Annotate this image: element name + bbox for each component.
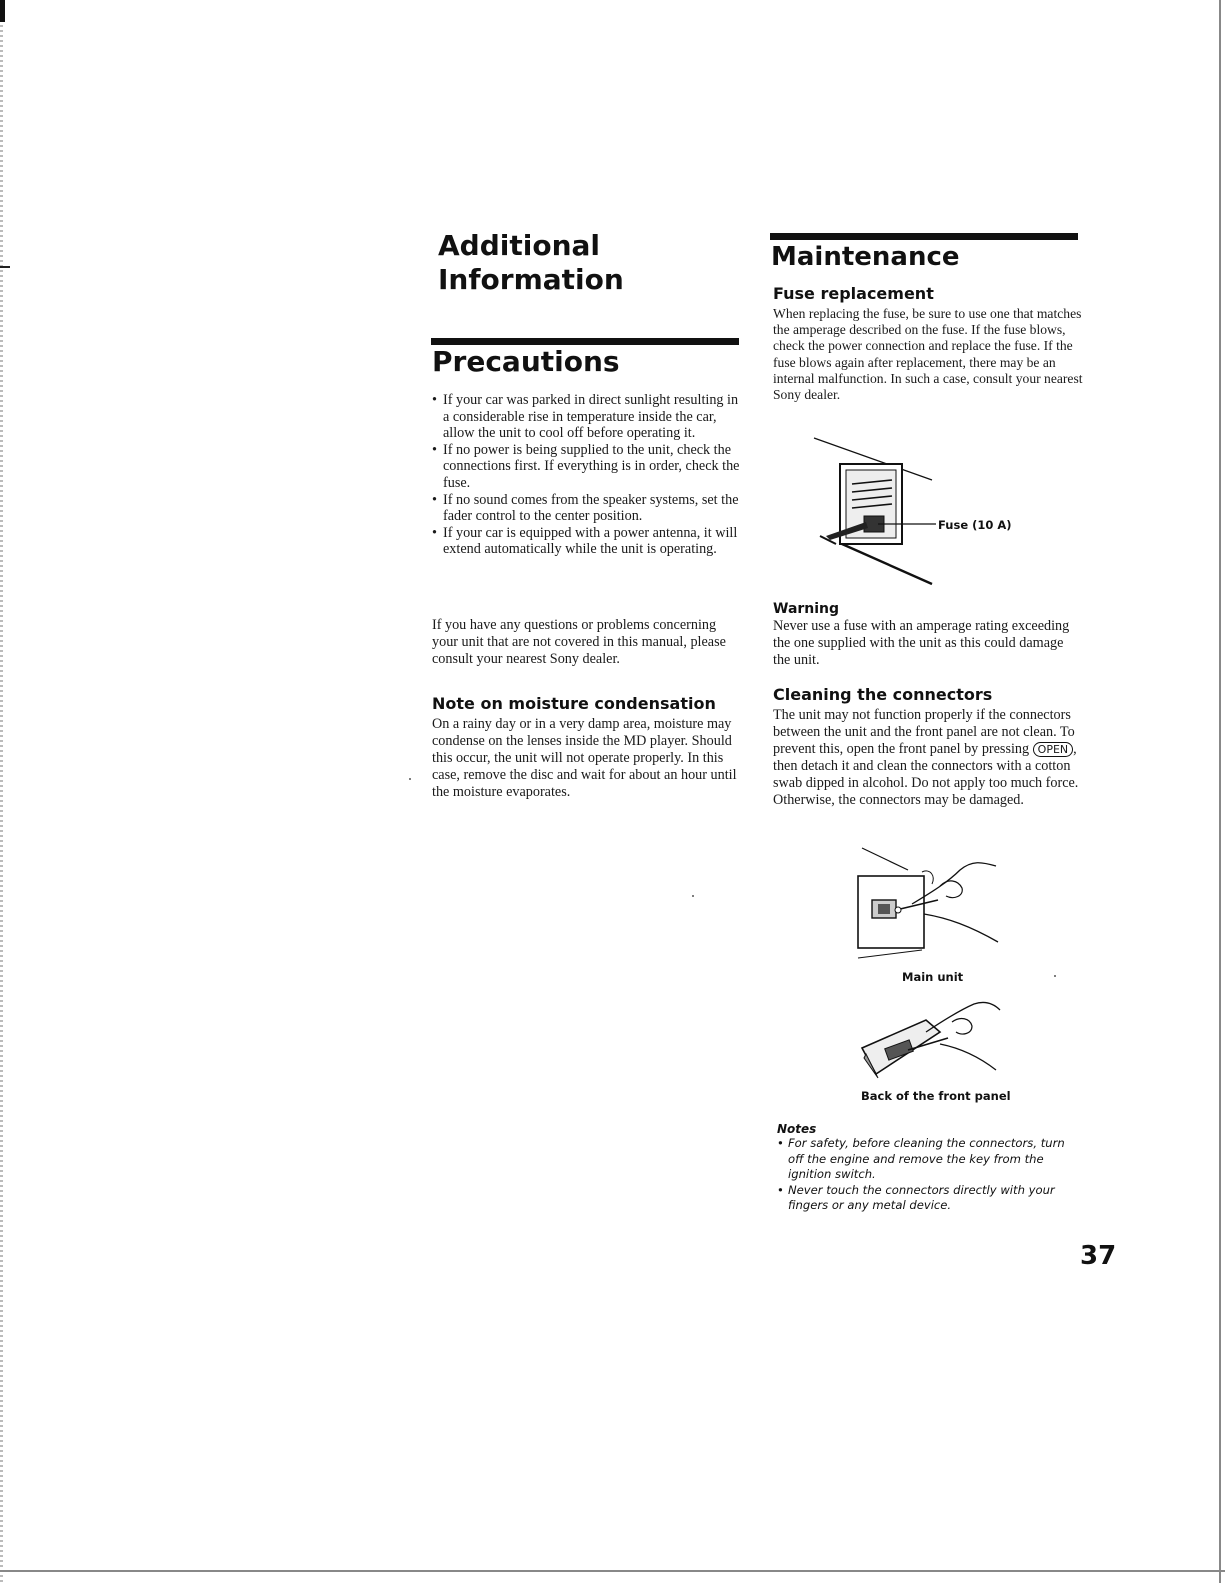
maintenance-rule [770,233,1078,240]
notes-list [777,1136,1077,1214]
precaution-item: • If your car was parked in direct sunlight resulting in a considerable rise in temperature inside the car, allow the unit to cool off before operating it. [432,392,744,442]
chapter-title [438,229,624,297]
maintenance-title: Maintenance [771,242,960,272]
open-button-symbol: OPEN [1033,742,1073,757]
precautions-paragraph: If you have any questions or problems concerning your unit that are not covered in this manual, please consult your nearest Sony dealer. [432,617,726,667]
precautions-list [432,392,744,558]
cleaning-text-after: , then detach it and clean the connectors with a cotton swab dipped in alcohol. Do not apply too much force. Otherwise, the connectors may be damaged. [773,741,1079,808]
scan-edge-right [1219,0,1221,1583]
scan-edge-left [0,0,3,1583]
fuse-heading: Fuse replacement [773,284,934,303]
front-panel-illustration [856,998,1006,1084]
fuse-caption: Fuse (10 A) [938,518,1012,532]
scan-edge-bottom [0,1570,1225,1572]
precautions-rule [431,338,739,345]
precaution-item: • If your car is equipped with a power antenna, it will extend automatically while the unit is operating. [432,525,744,558]
note-item: • Never touch the connectors directly with your fingers or any metal device. [777,1183,1077,1214]
main-unit-caption: Main unit [902,970,964,984]
fuse-paragraph: When replacing the fuse, be sure to use one that matches the amperage described on the fuse. If the fuse blows, check the power connection and replace the fuse. If the fuse blows again after replacement, there may be an internal malfunction. In such a case, consult your nearest Sony dealer. [773,306,1083,403]
precaution-item: • If no sound comes from the speaker systems, set the fader control to the center position. [432,492,744,525]
scan-speck [409,778,411,780]
notes-heading: Notes [777,1122,817,1136]
note-item: • For safety, before cleaning the connectors, turn off the engine and remove the key from the ignition switch. [777,1136,1077,1183]
front-panel-caption: Back of the front panel [861,1089,1011,1103]
precaution-item: • If no power is being supplied to the unit, check the connections first. If everything is in order, check the fuse. [432,442,744,492]
cleaning-heading: Cleaning the connectors [773,685,993,704]
main-unit-illustration [852,842,1012,968]
scan-side-tick [0,266,10,268]
cleaning-paragraph [773,707,1081,809]
scan-corner-mark [0,0,5,22]
precautions-title: Precautions [432,345,620,378]
fuse-illustration [812,432,1022,590]
page-number: 37 [1080,1241,1117,1271]
moisture-paragraph: On a rainy day or in a very damp area, moisture may condense on the lenses inside the MD player. Should this occur, the unit will not operate properly. In this case, remove the disc and wait for about an hour until the moisture evaporates. [432,716,737,800]
moisture-heading: Note on moisture condensation [432,694,716,713]
warning-heading: Warning [773,601,840,617]
chapter-title-line1: Additional [438,229,600,262]
cleaning-text-before: The unit may not function properly if the connectors between the unit and the front panel are not clean. To prevent this, open the front panel by pressing [773,707,1075,757]
scan-speck [1054,975,1056,977]
warning-paragraph: Never use a fuse with an amperage rating exceeding the one supplied with the unit as this could damage the unit. [773,618,1070,668]
chapter-title-line2: Information [438,263,624,296]
scan-speck [692,895,694,897]
